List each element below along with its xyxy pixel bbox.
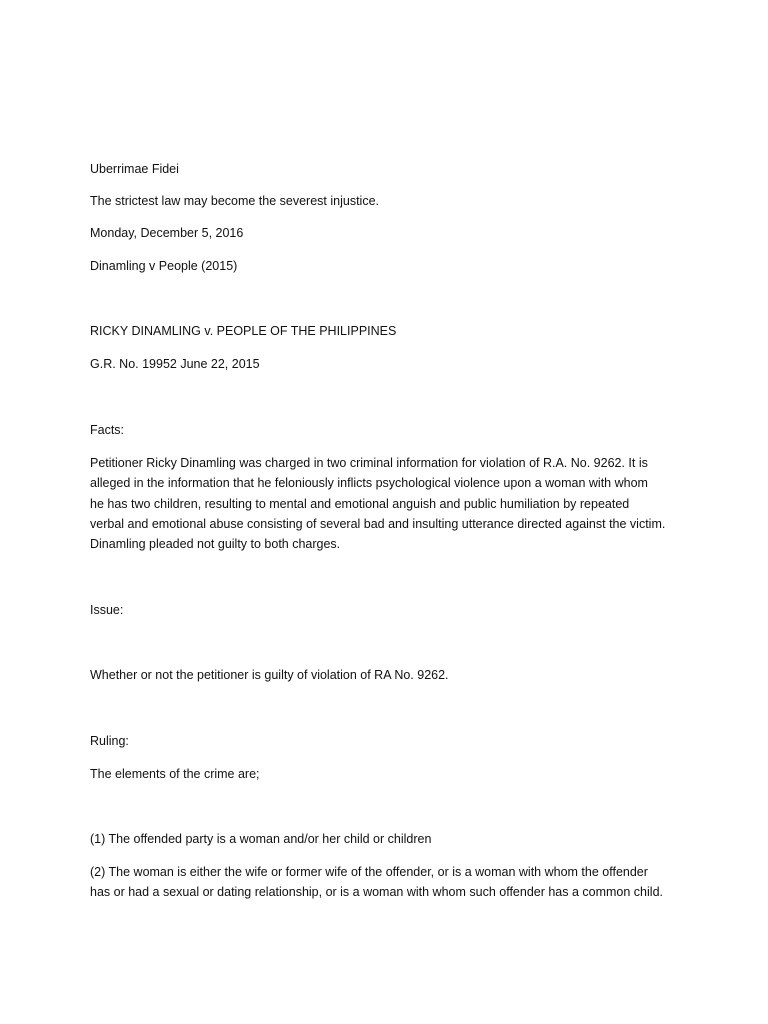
ruling-element-2 — [90, 862, 680, 903]
ruling-intro: The elements of the crime are; — [90, 767, 260, 781]
facts-line: verbal and emotional abuse consisting of several bad and insulting utterance directed against the victim. — [90, 516, 666, 531]
post-title: Dinamling v People (2015) — [90, 259, 238, 273]
facts-paragraph — [90, 453, 680, 554]
element-line: has or had a sexual or dating relationship, or is a woman with whom such offender has a common child. — [90, 885, 663, 900]
case-gr-number: G.R. No. 19952 June 22, 2015 — [90, 357, 260, 371]
facts-heading: Facts: — [90, 423, 125, 437]
facts-line: alleged in the information that he feloniously inflicts psychological violence upon a woman with whom — [90, 476, 648, 491]
ruling-heading: Ruling: — [90, 734, 129, 748]
issue-heading: Issue: — [90, 603, 124, 617]
issue-text: Whether or not the petitioner is guilty of violation of RA No. 9262. — [90, 668, 449, 682]
facts-line: Dinamling pleaded not guilty to both charges. — [90, 537, 341, 552]
facts-line: Petitioner Ricky Dinamling was charged in two criminal information for violation of R.A. No. 9262. It is — [90, 456, 648, 470]
post-date: Monday, December 5, 2016 — [90, 226, 244, 240]
facts-line: he has two children, resulting to mental and emotional anguish and public humiliation by repeated — [90, 496, 630, 511]
blog-tagline: The strictest law may become the severest injustice. — [90, 194, 380, 208]
blog-title: Uberrimae Fidei — [90, 162, 179, 176]
element-line: (2) The woman is either the wife or former wife of the offender, or is a woman with whom the offender — [90, 865, 648, 879]
element-line: (1) The offended party is a woman and/or her child or children — [90, 832, 432, 846]
case-title: RICKY DINAMLING v. PEOPLE OF THE PHILIPPINES — [90, 324, 397, 338]
ruling-element-1 — [90, 829, 680, 849]
